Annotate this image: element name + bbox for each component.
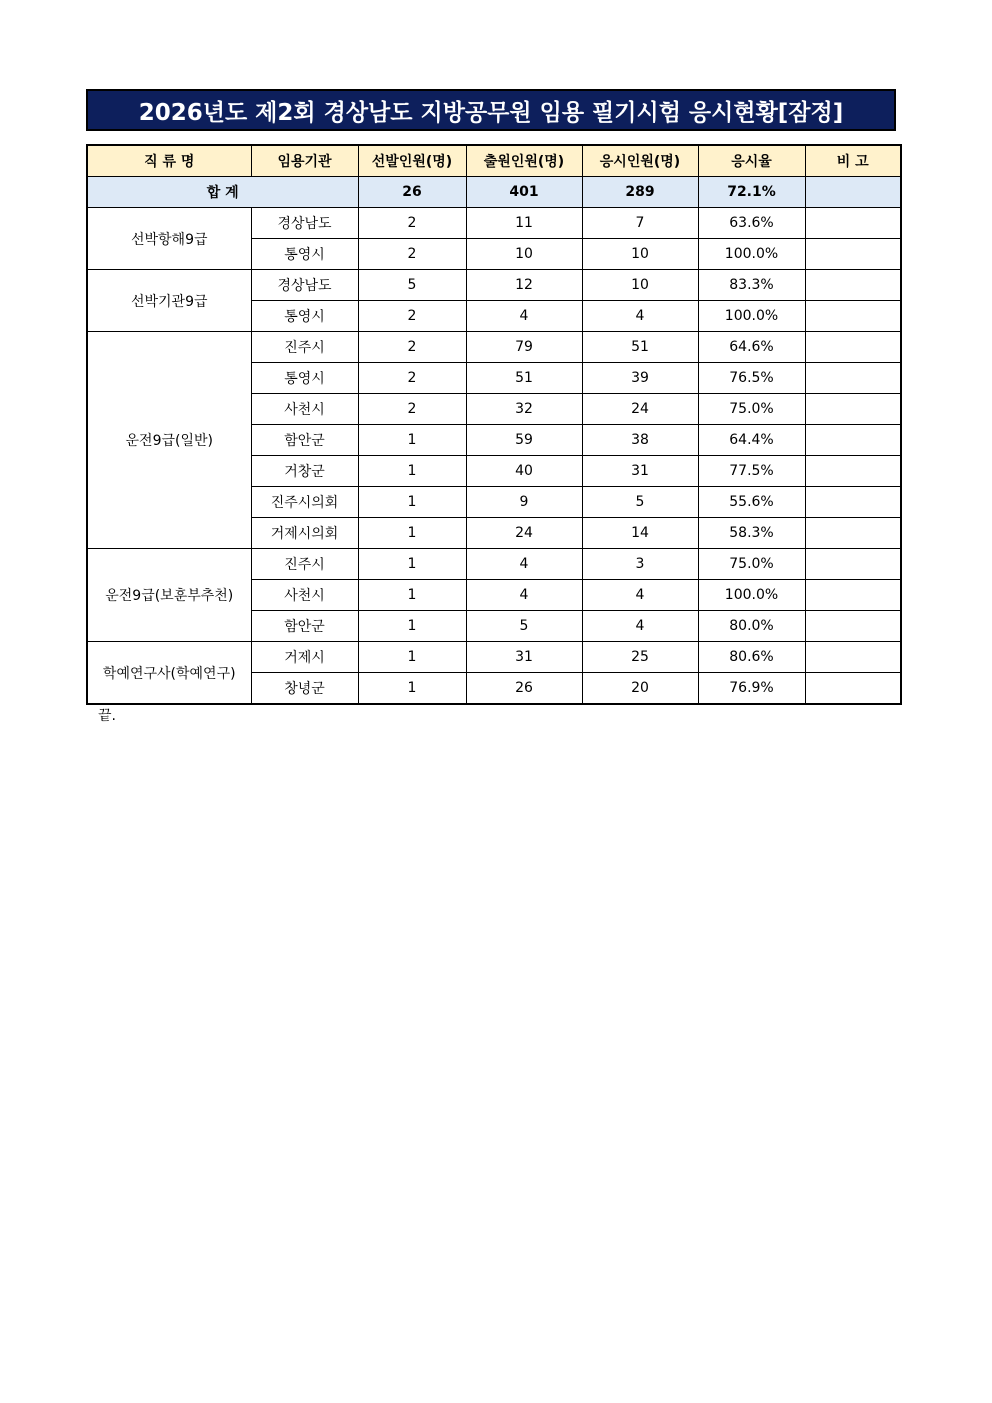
agency-cell: 거창군: [251, 456, 358, 487]
header-row: [87, 145, 901, 177]
rate-cell: 63.6%: [698, 208, 805, 239]
taken-cell: 51: [582, 332, 698, 363]
applied-cell: 4: [466, 301, 582, 332]
header-category: 직 류 명: [87, 145, 251, 177]
applied-cell: 31: [466, 642, 582, 673]
selected-cell: 2: [358, 363, 466, 394]
rate-cell: 100.0%: [698, 580, 805, 611]
selected-cell: 2: [358, 301, 466, 332]
note-cell: [805, 394, 901, 425]
total-taken: 289: [582, 177, 698, 208]
rate-cell: 83.3%: [698, 270, 805, 301]
agency-cell: 거제시의회: [251, 518, 358, 549]
selected-cell: 5: [358, 270, 466, 301]
taken-cell: 5: [582, 487, 698, 518]
total-label: 합 계: [87, 177, 358, 208]
note-cell: [805, 611, 901, 642]
note-cell: [805, 673, 901, 705]
agency-cell: 경상남도: [251, 270, 358, 301]
category-cell: 선박기관9급: [87, 270, 251, 332]
applied-cell: 12: [466, 270, 582, 301]
agency-cell: 사천시: [251, 394, 358, 425]
selected-cell: 2: [358, 332, 466, 363]
selected-cell: 1: [358, 425, 466, 456]
exam-status-table: [86, 144, 902, 705]
note-cell: [805, 518, 901, 549]
applied-cell: 4: [466, 580, 582, 611]
rate-cell: 58.3%: [698, 518, 805, 549]
table-row: [87, 549, 901, 580]
category-cell: 학예연구사(학예연구): [87, 642, 251, 705]
taken-cell: 4: [582, 611, 698, 642]
taken-cell: 10: [582, 270, 698, 301]
selected-cell: 1: [358, 456, 466, 487]
total-note: [805, 177, 901, 208]
rate-cell: 55.6%: [698, 487, 805, 518]
note-cell: [805, 301, 901, 332]
agency-cell: 통영시: [251, 301, 358, 332]
agency-cell: 거제시: [251, 642, 358, 673]
rate-cell: 75.0%: [698, 549, 805, 580]
end-mark: 끝.: [98, 708, 116, 724]
applied-cell: 5: [466, 611, 582, 642]
note-cell: [805, 456, 901, 487]
total-selected: 26: [358, 177, 466, 208]
header-selected: 선발인원(명): [358, 145, 466, 177]
note-cell: [805, 549, 901, 580]
selected-cell: 1: [358, 673, 466, 705]
selected-cell: 1: [358, 611, 466, 642]
note-cell: [805, 239, 901, 270]
note-cell: [805, 332, 901, 363]
rate-cell: 80.0%: [698, 611, 805, 642]
applied-cell: 40: [466, 456, 582, 487]
taken-cell: 20: [582, 673, 698, 705]
note-cell: [805, 642, 901, 673]
taken-cell: 25: [582, 642, 698, 673]
selected-cell: 2: [358, 394, 466, 425]
applied-cell: 4: [466, 549, 582, 580]
note-cell: [805, 487, 901, 518]
applied-cell: 79: [466, 332, 582, 363]
taken-cell: 4: [582, 301, 698, 332]
category-cell: 운전9급(보훈부추천): [87, 549, 251, 642]
note-cell: [805, 208, 901, 239]
taken-cell: 24: [582, 394, 698, 425]
applied-cell: 26: [466, 673, 582, 705]
page-title: 2026년도 제2회 경상남도 지방공무원 임용 필기시험 응시현황[잠정]: [86, 89, 896, 131]
header-note: 비 고: [805, 145, 901, 177]
taken-cell: 39: [582, 363, 698, 394]
taken-cell: 4: [582, 580, 698, 611]
taken-cell: 3: [582, 549, 698, 580]
applied-cell: 10: [466, 239, 582, 270]
taken-cell: 14: [582, 518, 698, 549]
rate-cell: 80.6%: [698, 642, 805, 673]
table-row: [87, 270, 901, 301]
rate-cell: 76.9%: [698, 673, 805, 705]
agency-cell: 진주시: [251, 332, 358, 363]
agency-cell: 창녕군: [251, 673, 358, 705]
header-taken: 응시인원(명): [582, 145, 698, 177]
agency-cell: 통영시: [251, 363, 358, 394]
note-cell: [805, 425, 901, 456]
category-cell: 운전9급(일반): [87, 332, 251, 549]
note-cell: [805, 270, 901, 301]
note-cell: [805, 363, 901, 394]
rate-cell: 100.0%: [698, 301, 805, 332]
rate-cell: 64.6%: [698, 332, 805, 363]
taken-cell: 38: [582, 425, 698, 456]
agency-cell: 진주시: [251, 549, 358, 580]
taken-cell: 7: [582, 208, 698, 239]
rate-cell: 100.0%: [698, 239, 805, 270]
applied-cell: 9: [466, 487, 582, 518]
selected-cell: 2: [358, 239, 466, 270]
total-row: [87, 177, 901, 208]
selected-cell: 1: [358, 518, 466, 549]
rate-cell: 75.0%: [698, 394, 805, 425]
applied-cell: 24: [466, 518, 582, 549]
applied-cell: 51: [466, 363, 582, 394]
table-row: [87, 642, 901, 673]
total-rate: 72.1%: [698, 177, 805, 208]
note-cell: [805, 580, 901, 611]
taken-cell: 10: [582, 239, 698, 270]
total-applied: 401: [466, 177, 582, 208]
header-applied: 출원인원(명): [466, 145, 582, 177]
category-cell: 선박항해9급: [87, 208, 251, 270]
agency-cell: 함안군: [251, 611, 358, 642]
selected-cell: 1: [358, 580, 466, 611]
rate-cell: 76.5%: [698, 363, 805, 394]
agency-cell: 경상남도: [251, 208, 358, 239]
selected-cell: 1: [358, 487, 466, 518]
applied-cell: 11: [466, 208, 582, 239]
selected-cell: 1: [358, 549, 466, 580]
agency-cell: 함안군: [251, 425, 358, 456]
applied-cell: 32: [466, 394, 582, 425]
rate-cell: 64.4%: [698, 425, 805, 456]
table-row: [87, 208, 901, 239]
taken-cell: 31: [582, 456, 698, 487]
selected-cell: 2: [358, 208, 466, 239]
rate-cell: 77.5%: [698, 456, 805, 487]
header-agency: 임용기관: [251, 145, 358, 177]
applied-cell: 59: [466, 425, 582, 456]
agency-cell: 사천시: [251, 580, 358, 611]
selected-cell: 1: [358, 642, 466, 673]
agency-cell: 진주시의회: [251, 487, 358, 518]
table-row: [87, 332, 901, 363]
header-rate: 응시율: [698, 145, 805, 177]
agency-cell: 통영시: [251, 239, 358, 270]
